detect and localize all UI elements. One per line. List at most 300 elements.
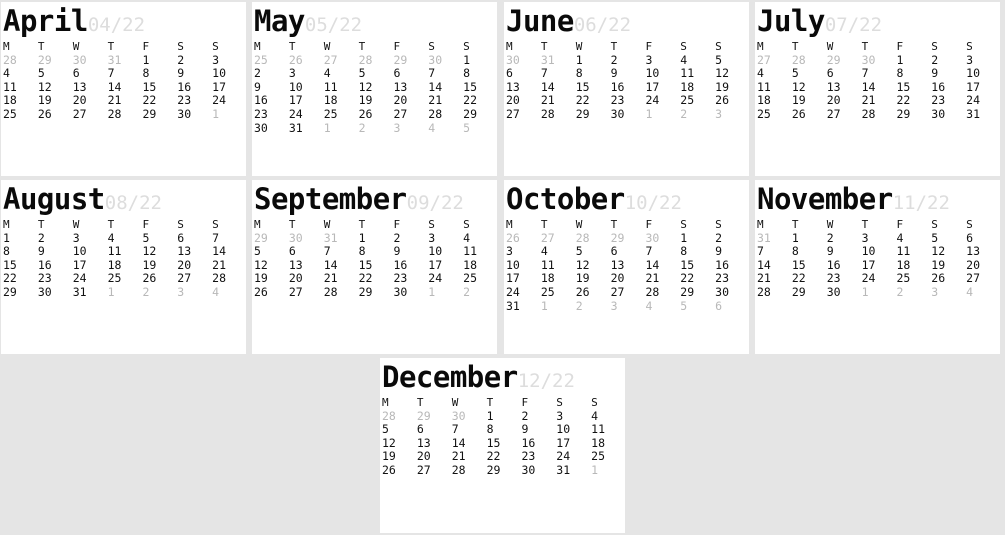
week-row <box>757 94 1000 108</box>
day-cell: 4 <box>591 408 599 423</box>
day-cell: 17 <box>966 79 981 94</box>
day-cell: 2 <box>521 408 529 423</box>
day-grid <box>506 218 749 313</box>
week-row <box>254 54 497 68</box>
day-cell: 2 <box>610 52 618 67</box>
day-cell: 20 <box>966 257 981 272</box>
weekday-header: S <box>931 40 938 53</box>
weekday-header: F <box>896 218 904 231</box>
week-row <box>254 122 497 136</box>
day-cell: 20 <box>826 93 841 108</box>
calendar-page-june[interactable] <box>504 2 749 176</box>
month-title-november <box>757 184 950 214</box>
adjacent-month-day: 4 <box>645 298 653 313</box>
day-cell: 21 <box>107 93 122 108</box>
day-cell: 15 <box>3 257 17 272</box>
day-cell: 6 <box>826 66 834 81</box>
day-cell: 23 <box>37 271 52 286</box>
day-cell: 10 <box>861 244 876 259</box>
day-cell: 13 <box>966 244 981 259</box>
day-cell: 11 <box>463 244 478 259</box>
day-cell: 25 <box>107 271 122 286</box>
month-title-july <box>757 6 882 36</box>
adjacent-month-day: 3 <box>931 284 939 299</box>
weekday-header: F <box>645 218 653 231</box>
weekday-header: M <box>254 40 261 53</box>
week-row <box>254 108 497 122</box>
week-row <box>3 232 246 246</box>
day-cell: 30 <box>177 106 192 121</box>
month-number: 06/22 <box>573 14 632 36</box>
adjacent-month-day: 5 <box>463 120 471 135</box>
day-cell: 8 <box>575 66 583 81</box>
day-cell: 14 <box>323 257 338 272</box>
week-row <box>254 272 497 286</box>
week-row <box>757 286 1000 300</box>
weekday-header-row <box>382 396 625 410</box>
adjacent-month-day: 31 <box>757 230 771 245</box>
week-row <box>506 94 749 108</box>
week-row <box>3 259 246 273</box>
day-cell: 30 <box>393 284 408 299</box>
day-cell: 17 <box>556 435 571 450</box>
weekday-header: S <box>428 40 435 53</box>
day-cell: 5 <box>575 244 583 259</box>
calendar-page-august[interactable] <box>1 180 246 354</box>
day-cell: 18 <box>540 271 555 286</box>
week-row <box>506 245 749 259</box>
day-cell: 13 <box>826 79 841 94</box>
day-cell: 20 <box>393 93 408 108</box>
weekday-header: W <box>575 218 583 231</box>
week-row <box>254 67 497 81</box>
adjacent-month-day: 2 <box>142 284 150 299</box>
day-grid <box>757 218 1000 300</box>
day-cell: 22 <box>791 271 806 286</box>
day-cell: 3 <box>506 244 513 259</box>
week-row <box>254 259 497 273</box>
calendar-page-july[interactable] <box>755 2 1000 176</box>
day-cell: 1 <box>463 52 471 67</box>
day-cell: 25 <box>680 93 695 108</box>
adjacent-month-day: 1 <box>861 284 869 299</box>
weekday-header: T <box>107 218 115 231</box>
day-cell: 11 <box>107 244 122 259</box>
day-cell: 3 <box>72 230 80 245</box>
day-cell: 13 <box>288 257 303 272</box>
week-row <box>757 232 1000 246</box>
weekday-header: T <box>540 40 548 53</box>
day-cell: 29 <box>3 284 17 299</box>
day-cell: 16 <box>177 79 192 94</box>
adjacent-month-day: 27 <box>757 52 771 67</box>
day-cell: 21 <box>757 271 771 286</box>
day-cell: 12 <box>791 79 806 94</box>
adjacent-month-day: 30 <box>645 230 660 245</box>
weekday-header-row <box>506 218 749 232</box>
day-cell: 12 <box>37 79 52 94</box>
day-cell: 29 <box>896 106 911 121</box>
adjacent-month-day: 3 <box>715 106 723 121</box>
day-cell: 15 <box>358 257 373 272</box>
day-cell: 22 <box>680 271 695 286</box>
weekday-header: M <box>506 40 513 53</box>
day-cell: 9 <box>610 66 618 81</box>
day-cell: 9 <box>37 244 45 259</box>
day-cell: 24 <box>428 271 443 286</box>
adjacent-month-day: 26 <box>288 52 303 67</box>
weekday-header: T <box>288 40 296 53</box>
weekday-header: S <box>715 40 722 53</box>
day-cell: 27 <box>72 106 87 121</box>
weekday-header: M <box>757 218 764 231</box>
week-row <box>506 286 749 300</box>
day-cell: 7 <box>212 230 220 245</box>
day-cell: 19 <box>715 79 730 94</box>
adjacent-month-day: 27 <box>323 52 338 67</box>
day-cell: 8 <box>3 244 10 259</box>
day-cell: 1 <box>575 52 583 67</box>
day-cell: 26 <box>254 284 268 299</box>
day-cell: 9 <box>715 244 723 259</box>
adjacent-month-day: 3 <box>610 298 618 313</box>
day-cell: 28 <box>540 106 555 121</box>
weekday-header-row <box>254 218 497 232</box>
day-cell: 7 <box>861 66 869 81</box>
weekday-header-row <box>3 40 246 54</box>
month-name: August <box>3 182 105 216</box>
adjacent-month-day: 26 <box>506 230 520 245</box>
weekday-header: F <box>142 218 150 231</box>
day-cell: 10 <box>506 257 520 272</box>
day-cell: 26 <box>791 106 806 121</box>
adjacent-month-day: 6 <box>715 298 723 313</box>
day-cell: 24 <box>556 449 571 464</box>
day-cell: 1 <box>896 52 904 67</box>
weekday-header: S <box>463 218 470 231</box>
day-cell: 31 <box>72 284 87 299</box>
day-cell: 9 <box>254 79 261 94</box>
calendar-page-april[interactable] <box>1 2 246 176</box>
day-cell: 18 <box>3 93 17 108</box>
day-cell: 10 <box>428 244 443 259</box>
day-cell: 15 <box>575 79 590 94</box>
day-cell: 7 <box>107 66 115 81</box>
day-cell: 17 <box>861 257 876 272</box>
adjacent-month-day: 4 <box>428 120 436 135</box>
day-cell: 13 <box>610 257 625 272</box>
day-cell: 11 <box>323 79 338 94</box>
day-cell: 30 <box>37 284 52 299</box>
week-row <box>3 94 246 108</box>
day-cell: 29 <box>463 106 478 121</box>
day-cell: 17 <box>645 79 660 94</box>
adjacent-month-day: 30 <box>451 408 466 423</box>
weekday-header: S <box>428 218 435 231</box>
weekday-header: F <box>521 396 529 409</box>
day-cell: 10 <box>966 66 981 81</box>
day-cell: 22 <box>3 271 17 286</box>
day-cell: 18 <box>591 435 606 450</box>
day-cell: 13 <box>72 79 87 94</box>
adjacent-month-day: 28 <box>358 52 373 67</box>
weekday-header: F <box>393 40 401 53</box>
day-cell: 19 <box>791 93 806 108</box>
day-cell: 3 <box>645 52 653 67</box>
day-grid <box>757 40 1000 122</box>
weekday-header: M <box>757 40 764 53</box>
day-cell: 28 <box>645 284 660 299</box>
day-cell: 7 <box>323 244 331 259</box>
week-row <box>3 81 246 95</box>
day-cell: 23 <box>826 271 841 286</box>
day-cell: 7 <box>540 66 548 81</box>
day-cell: 26 <box>358 106 373 121</box>
weekday-header: M <box>3 218 10 231</box>
week-row <box>757 259 1000 273</box>
day-cell: 19 <box>37 93 52 108</box>
day-cell: 21 <box>645 271 660 286</box>
calendar-page-november[interactable] <box>755 180 1000 354</box>
day-cell: 14 <box>107 79 122 94</box>
week-row <box>254 245 497 259</box>
month-name: December <box>382 360 518 394</box>
day-cell: 16 <box>610 79 625 94</box>
adjacent-month-day: 2 <box>358 120 366 135</box>
weekday-header: S <box>212 218 219 231</box>
day-cell: 30 <box>610 106 625 121</box>
day-cell: 6 <box>416 422 424 437</box>
day-cell: 5 <box>382 422 389 437</box>
day-cell: 6 <box>177 230 185 245</box>
week-row <box>757 67 1000 81</box>
day-cell: 18 <box>896 257 911 272</box>
day-cell: 27 <box>393 106 408 121</box>
day-cell: 1 <box>486 408 494 423</box>
weekday-header: S <box>177 218 184 231</box>
week-row <box>254 94 497 108</box>
day-cell: 14 <box>451 435 466 450</box>
day-cell: 2 <box>715 230 723 245</box>
day-cell: 5 <box>358 66 366 81</box>
day-cell: 8 <box>142 66 150 81</box>
adjacent-month-day: 1 <box>107 284 115 299</box>
day-cell: 5 <box>142 230 150 245</box>
adjacent-month-day: 28 <box>382 408 396 423</box>
month-name: September <box>254 182 407 216</box>
weekday-header: S <box>931 218 938 231</box>
day-cell: 17 <box>72 257 87 272</box>
day-cell: 8 <box>791 244 799 259</box>
day-cell: 4 <box>323 66 331 81</box>
day-cell: 14 <box>212 244 227 259</box>
adjacent-month-day: 31 <box>107 52 122 67</box>
week-row <box>757 108 1000 122</box>
day-cell: 16 <box>521 435 536 450</box>
day-cell: 26 <box>931 271 946 286</box>
month-name: July <box>757 4 825 38</box>
weekday-header: T <box>416 396 424 409</box>
day-cell: 11 <box>680 66 695 81</box>
day-cell: 27 <box>826 106 841 121</box>
calendar-page-december[interactable] <box>380 358 625 533</box>
day-cell: 25 <box>540 284 555 299</box>
month-name: October <box>506 182 625 216</box>
month-title-october <box>506 184 682 214</box>
day-cell: 28 <box>861 106 876 121</box>
day-cell: 26 <box>715 93 730 108</box>
day-cell: 23 <box>177 93 192 108</box>
calendar-page-may[interactable] <box>252 2 497 176</box>
day-cell: 9 <box>521 422 529 437</box>
day-cell: 23 <box>254 106 268 121</box>
day-cell: 1 <box>142 52 150 67</box>
weekday-header-row <box>254 40 497 54</box>
weekday-header: F <box>645 40 653 53</box>
day-grid <box>254 40 497 135</box>
day-cell: 10 <box>288 79 303 94</box>
adjacent-month-day: 3 <box>393 120 401 135</box>
day-cell: 4 <box>757 66 764 81</box>
week-row <box>757 245 1000 259</box>
adjacent-month-day: 29 <box>416 408 431 423</box>
day-cell: 29 <box>358 284 373 299</box>
month-number: 07/22 <box>824 14 883 36</box>
day-cell: 7 <box>757 244 764 259</box>
adjacent-month-day: 29 <box>37 52 52 67</box>
day-cell: 19 <box>382 449 396 464</box>
week-row <box>506 232 749 246</box>
day-cell: 13 <box>393 79 408 94</box>
weekday-header: T <box>358 218 366 231</box>
day-cell: 17 <box>288 93 303 108</box>
adjacent-month-day: 3 <box>177 284 185 299</box>
weekday-header: F <box>393 218 401 231</box>
week-row <box>506 67 749 81</box>
calendar-page-october[interactable] <box>504 180 749 354</box>
day-cell: 21 <box>451 449 466 464</box>
week-row <box>3 54 246 68</box>
week-row <box>506 300 749 314</box>
adjacent-month-day: 1 <box>540 298 548 313</box>
day-cell: 24 <box>861 271 876 286</box>
day-cell: 15 <box>142 79 157 94</box>
day-cell: 9 <box>931 66 939 81</box>
day-cell: 10 <box>212 66 227 81</box>
weekday-header: S <box>680 218 687 231</box>
day-cell: 15 <box>896 79 911 94</box>
month-name: November <box>757 182 893 216</box>
weekday-header: T <box>861 218 869 231</box>
week-row <box>506 54 749 68</box>
day-cell: 8 <box>680 244 688 259</box>
day-cell: 4 <box>107 230 115 245</box>
week-row <box>254 232 497 246</box>
day-cell: 26 <box>37 106 52 121</box>
week-row <box>3 272 246 286</box>
day-cell: 14 <box>540 79 555 94</box>
month-title-may <box>254 6 362 36</box>
day-cell: 14 <box>757 257 771 272</box>
week-row <box>382 410 625 424</box>
weekday-header: S <box>212 40 219 53</box>
day-cell: 17 <box>212 79 227 94</box>
day-grid <box>3 218 246 300</box>
day-cell: 8 <box>486 422 494 437</box>
day-cell: 1 <box>680 230 688 245</box>
day-cell: 9 <box>826 244 834 259</box>
day-cell: 24 <box>966 93 981 108</box>
day-cell: 15 <box>486 435 501 450</box>
weekday-header: S <box>966 218 973 231</box>
day-cell: 24 <box>212 93 227 108</box>
month-title-december <box>382 362 575 392</box>
day-cell: 18 <box>107 257 122 272</box>
adjacent-month-day: 29 <box>393 52 408 67</box>
day-cell: 7 <box>428 66 436 81</box>
day-cell: 27 <box>966 271 981 286</box>
day-cell: 28 <box>212 271 227 286</box>
day-cell: 28 <box>107 106 122 121</box>
day-cell: 16 <box>393 257 408 272</box>
day-cell: 3 <box>212 52 220 67</box>
weekday-header: F <box>142 40 150 53</box>
day-cell: 12 <box>575 257 590 272</box>
day-cell: 20 <box>288 271 303 286</box>
day-cell: 4 <box>463 230 471 245</box>
day-cell: 7 <box>451 422 459 437</box>
month-number: 10/22 <box>624 192 682 214</box>
day-cell: 28 <box>428 106 443 121</box>
weekday-header: S <box>680 40 687 53</box>
day-cell: 22 <box>486 449 501 464</box>
adjacent-month-day: 29 <box>254 230 268 245</box>
day-cell: 1 <box>791 230 799 245</box>
day-cell: 5 <box>791 66 799 81</box>
adjacent-month-day: 30 <box>72 52 87 67</box>
day-cell: 3 <box>861 230 869 245</box>
day-cell: 8 <box>463 66 471 81</box>
month-name: June <box>506 4 574 38</box>
day-cell: 28 <box>451 462 466 477</box>
adjacent-month-day: 28 <box>791 52 806 67</box>
day-cell: 27 <box>610 284 625 299</box>
day-cell: 21 <box>323 271 338 286</box>
day-cell: 19 <box>358 93 373 108</box>
day-cell: 23 <box>393 271 408 286</box>
day-cell: 11 <box>896 244 911 259</box>
day-cell: 13 <box>416 435 431 450</box>
week-row <box>506 108 749 122</box>
day-cell: 27 <box>416 462 431 477</box>
week-row <box>254 81 497 95</box>
adjacent-month-day: 29 <box>610 230 625 245</box>
week-row <box>757 81 1000 95</box>
day-cell: 21 <box>540 93 555 108</box>
day-cell: 25 <box>757 106 771 121</box>
day-grid <box>382 396 625 478</box>
weekday-header: W <box>451 396 459 409</box>
calendar-page-september[interactable] <box>252 180 497 354</box>
month-title-september <box>254 184 464 214</box>
day-cell: 15 <box>463 79 478 94</box>
day-cell: 8 <box>896 66 904 81</box>
month-title-april <box>3 6 145 36</box>
day-cell: 25 <box>3 106 17 121</box>
day-cell: 26 <box>382 462 396 477</box>
day-cell: 12 <box>931 244 946 259</box>
weekday-header: T <box>610 40 618 53</box>
